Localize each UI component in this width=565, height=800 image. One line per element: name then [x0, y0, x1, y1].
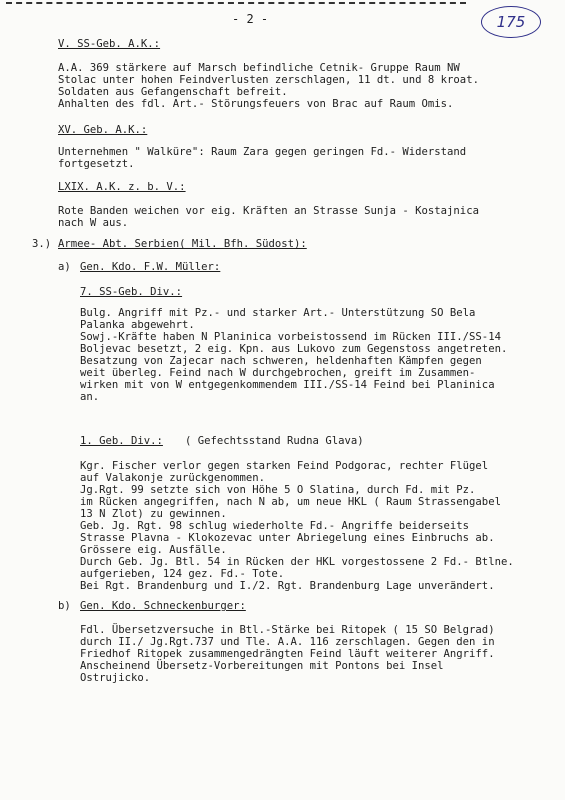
page-number: - 2 - — [232, 12, 269, 26]
body-line: Jg.Rgt. 99 setzte sich von Höhe 5 O Slatina, durch Fd. mit Pz. — [80, 484, 476, 496]
body-line: auf Valakonje zurückgenommen. — [80, 472, 265, 484]
body-line: Geb. Jg. Rgt. 98 schlug wiederholte Fd.- Angriffe beiderseits — [80, 520, 470, 532]
body-line: Palanka abgewehrt. — [80, 319, 195, 331]
body-line: Unternehmen " Walküre": Raum Zara gegen geringen Fd.- Widerstand — [58, 146, 467, 158]
body-line: A.A. 369 stärkere auf Marsch befindliche Cetnik- Gruppe Raum NW — [58, 62, 460, 74]
body-line: Strasse Plavna - Klokozevac unter Abriegelung eines Einbruchs ab. — [80, 532, 495, 544]
body-line: 13 N Zlot) zu gewinnen. — [80, 508, 227, 520]
heading-7-ss-geb-div: 7. SS-Geb. Div.: — [80, 286, 183, 298]
body-line: Ostrujicko. — [80, 672, 151, 684]
body-line: Kgr. Fischer verlor gegen starken Feind Podgorac, rechter Flügel — [80, 460, 489, 472]
body-line: fortgesetzt. — [58, 158, 135, 170]
body-line: Besatzung von Zajecar nach schweren, heldenhaften Kämpfen gegen — [80, 355, 482, 367]
body-line: durch II./ Jg.Rgt.737 und Tle. A.A. 116 zerschlagen. Gegen den in — [80, 636, 495, 648]
body-line: Grössere eig. Ausfälle. — [80, 544, 227, 556]
body-line: Rote Banden weichen vor eig. Kräften an Strasse Sunja - Kostajnica — [58, 205, 479, 217]
section-number: 3.) — [32, 238, 52, 250]
heading-armee-abt-serbien: Armee- Abt. Serbien( Mil. Bfh. Südost): — [58, 238, 307, 250]
body-line: Anscheinend Übersetz-Vorbereitungen mit Pontons bei Insel — [80, 660, 444, 672]
body-line: nach W aus. — [58, 217, 129, 229]
body-line: Bulg. Angriff mit Pz.- und starker Art.- Unterstützung SO Bela — [80, 307, 476, 319]
heading-gen-kdo-mueller: Gen. Kdo. F.W. Müller: — [80, 261, 221, 273]
heading-xv-geb-ak: XV. Geb. A.K.: — [58, 124, 148, 136]
body-line: weit überleg. Feind nach W durchgebrochen, greift im Zusammen- — [80, 367, 476, 379]
body-line: im Rücken angegriffen, nach N ab, um neue HKL ( Raum Strassengabel — [80, 496, 501, 508]
body-line: Bei Rgt. Brandenburg und I./2. Rgt. Brandenburg Lage unverändert. — [80, 580, 495, 592]
body-line: Boljevac besetzt, 2 eig. Kpn. aus Lukovo zum Gegenstoss angetreten. — [80, 343, 508, 355]
body-line: Sowj.-Kräfte haben N Planinica vorbeistossend im Rücken III./SS-14 — [80, 331, 501, 343]
heading-gen-kdo-schneckenburger: Gen. Kdo. Schneckenburger: — [80, 600, 246, 612]
body-line: wirken mit von W entgegenkommendem III./SS-14 Feind bei Planinica — [80, 379, 495, 391]
body-line: Fdl. Übersetzversuche in Btl.-Stärke bei Ritopek ( 15 SO Belgrad) — [80, 624, 495, 636]
body-line: Anhalten des fdl. Art.- Störungsfeuers von Brac auf Raum Omis. — [58, 98, 454, 110]
body-line: Durch Geb. Jg. Btl. 54 in Rücken der HKL vorgestossene 2 Fd.- Btlne. — [80, 556, 514, 568]
body-line: Stolac unter hohen Feindverlusten zerschlagen, 11 dt. und 8 kroat. — [58, 74, 479, 86]
heading-lxix-ak: LXIX. A.K. z. b. V.: — [58, 181, 186, 193]
heading-v-ss-geb-ak: V. SS-Geb. A.K.: — [58, 38, 161, 50]
subsection-letter: b) — [58, 600, 71, 612]
body-line: an. — [80, 391, 100, 403]
archive-stamp: 175 — [481, 6, 541, 38]
body-line: aufgerieben, 124 gez. Fd.- Tote. — [80, 568, 285, 580]
subsection-letter: a) — [58, 261, 71, 273]
top-edge-marks — [6, 2, 466, 8]
body-line: Friedhof Ritopek zusammengedrängten Feind läuft weiterer Angriff. — [80, 648, 495, 660]
body-line: Soldaten aus Gefangenschaft befreit. — [58, 86, 288, 98]
command-post-note: ( Gefechtsstand Rudna Glava) — [185, 435, 364, 447]
heading-1-geb-div: 1. Geb. Div.: — [80, 435, 163, 447]
